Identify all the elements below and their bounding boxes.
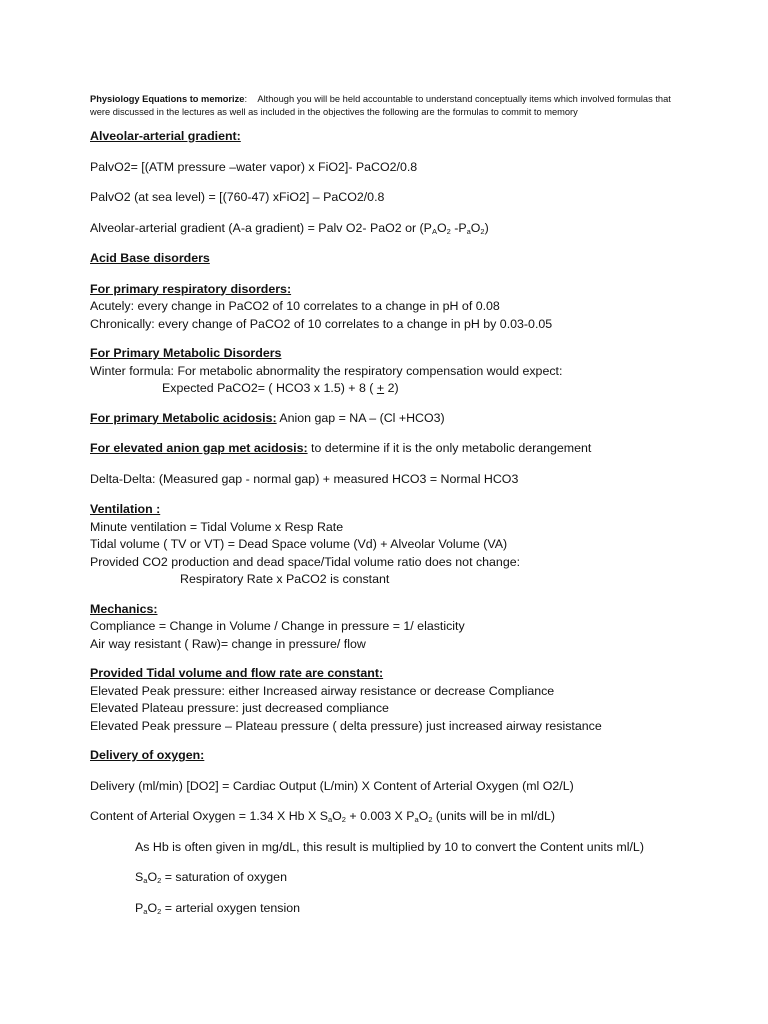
sao2-definition: $S_aO_2$ = saturation of oxygen	[135, 870, 287, 885]
heading-respiratory-disorders: For primary respiratory disorders:	[90, 281, 292, 296]
airway-resistance-formula: Air way resistant ( Raw)= change in pressure/ flow	[90, 636, 366, 651]
heading-tidal-flow-constant: Provided Tidal volume and flow rate are constant:	[90, 666, 384, 680]
heading-elevated-anion-gap: For elevated anion gap met acidosis:	[90, 441, 308, 455]
hb-conversion-note: As Hb is often given in mg/dL, this result is multiplied by 10 to convert the Content units ml/L)	[135, 839, 644, 854]
compliance-formula: Compliance = Change in Volume / Change in pressure = 1/ elasticity	[90, 619, 465, 633]
heading-aa-gradient: Alveolar-arterial gradient:	[90, 129, 241, 143]
oxygen-delivery-formula: Delivery (ml/min) [DO2] = Cardiac Output (L/min) X Content of Arterial Oxygen (ml O2/L)	[90, 778, 574, 793]
intro-lead: Physiology Equations to memorize	[90, 94, 245, 104]
heading-acid-base: Acid Base disorders	[90, 251, 210, 265]
expected-paco2: Expected PaCO2= ( HCO3 x 1.5) + 8 ( + 2)	[162, 381, 399, 395]
heading-metabolic-disorders: For Primary Metabolic Disorders	[90, 346, 282, 360]
pao2-definition: $P_aO_2$ = arterial oxygen tension	[135, 900, 301, 916]
intro-paragraph: Physiology Equations to memorize: Although you will be held accountable to understand conceptually items which involved formulas that were discussed in the lectures as well as included in the objectives the following are the formulas to commit to memory	[90, 94, 671, 117]
heading-mechanics: Mechanics:	[90, 601, 158, 616]
co2-provided: Provided CO2 production and dead space/Tidal volume ratio does not change:	[90, 554, 521, 569]
tidal-volume: Tidal volume ( TV or VT) = Dead Space volume (Vd) + Alveolar Volume (VA)	[90, 537, 508, 551]
chronic-rule: Chronically: every change of PaCO2 of 10 correlates to a change in pH by 0.03-0.05	[90, 316, 553, 331]
peak-minus-plateau: Elevated Peak pressure – Plateau pressure ( delta pressure) just increased airway resistance	[90, 718, 602, 733]
acute-rule: Acutely: every change in PaCO2 of 10 correlates to a change in pH of 0.08	[90, 299, 500, 313]
palvo2-formula: PalvO2= [(ATM pressure –water vapor) x FiO2]- PaCO2/0.8	[90, 159, 418, 174]
heading-oxygen-delivery: Delivery of oxygen:	[90, 748, 205, 762]
elevated-plateau-pressure: Elevated Plateau pressure: just decreased compliance	[90, 701, 389, 715]
document-page	[90, 93, 680, 917]
rr-paco2-constant: Respiratory Rate x PaCO2 is constant	[180, 572, 390, 586]
heading-ventilation: Ventilation :	[90, 502, 161, 516]
elevated-anion-gap-line: For elevated anion gap met acidosis: to determine if it is the only metabolic derangement	[90, 441, 592, 455]
anion-gap-line: For primary Metabolic acidosis: Anion gap = NA – (Cl +HCO3)	[90, 410, 445, 425]
aa-gradient-formula: Alveolar-arterial gradient (A-a gradient) = Palv O2- PaO2 or ($P_AO_2$ $-P_aO_2$)	[90, 220, 489, 236]
palvo2-sea-level-formula: PalvO2 (at sea level) = [(760-47) xFiO2] – PaCO2/0.8	[90, 190, 385, 204]
intro-text: Although you will be held accountable to understand conceptually items which involved formulas that were discussed in the lectures as well as included in the objectives the following are the formulas to commit to memory	[90, 94, 671, 117]
winter-formula: Winter formula: For metabolic abnormality the respiratory compensation would expect:	[90, 363, 563, 378]
heading-metabolic-acidosis: For primary Metabolic acidosis:	[90, 410, 277, 425]
minute-ventilation: Minute ventilation = Tidal Volume x Resp Rate	[90, 519, 344, 534]
elevated-peak-pressure: Elevated Peak pressure: either Increased airway resistance or decrease Compliance	[90, 683, 555, 698]
delta-delta-formula: Delta-Delta: (Measured gap - normal gap) + measured HCO3 = Normal HCO3	[90, 471, 519, 486]
arterial-oxygen-content-formula: Content of Arterial Oxygen = 1.34 X Hb X $S_aO_2 + 0.003$ X $P_aO_2$ (units will be in ml/dL)	[90, 809, 556, 824]
